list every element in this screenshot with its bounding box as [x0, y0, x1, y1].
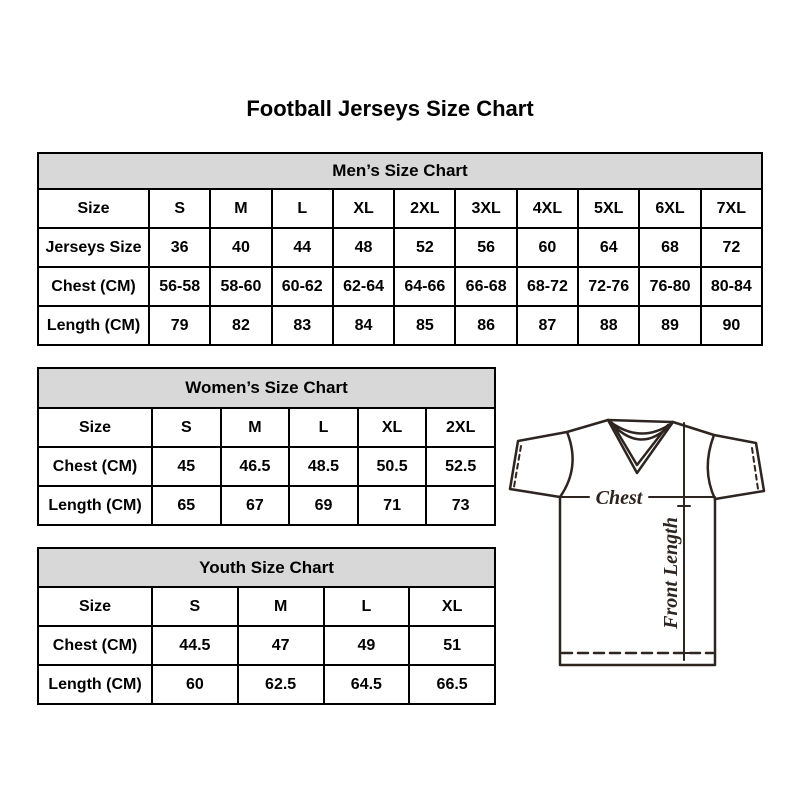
table-cell: L: [272, 189, 333, 228]
table-cell: L: [324, 587, 410, 626]
mens-table-title: Men’s Size Chart: [38, 153, 762, 189]
table-cell: XL: [333, 189, 394, 228]
table-cell: 44.5: [152, 626, 238, 665]
chest-label: Chest: [595, 487, 643, 509]
table-cell: 6XL: [639, 189, 700, 228]
table-cell: 65: [152, 486, 221, 525]
table-cell: 60: [152, 665, 238, 704]
table-row: [38, 228, 762, 267]
jersey-outline-shape: [510, 420, 764, 665]
row-label: Chest (CM): [38, 267, 149, 306]
row-label: Size: [38, 189, 149, 228]
table-cell: 46.5: [221, 447, 290, 486]
table-cell: 60: [517, 228, 578, 267]
front-length-label: Front Length: [660, 517, 682, 629]
table-cell: 48.5: [289, 447, 358, 486]
table-cell: 87: [517, 306, 578, 345]
table-cell: 72-76: [578, 267, 639, 306]
left-seam-curve: [560, 432, 573, 497]
row-label: Jerseys Size: [38, 228, 149, 267]
table-row: [38, 189, 762, 228]
table-cell: 36: [149, 228, 210, 267]
table-cell: 45: [152, 447, 221, 486]
table-cell: 51: [409, 626, 495, 665]
row-label: Chest (CM): [38, 626, 152, 665]
table-cell: 68: [639, 228, 700, 267]
table-row: [38, 447, 495, 486]
page-title: Football Jerseys Size Chart: [246, 96, 534, 121]
table-cell: 48: [333, 228, 394, 267]
table-cell: 83: [272, 306, 333, 345]
table-cell: 49: [324, 626, 410, 665]
table-cell: 44: [272, 228, 333, 267]
table-cell: 89: [639, 306, 700, 345]
table-cell: M: [221, 408, 290, 447]
table-cell: 67: [221, 486, 290, 525]
right-seam-curve: [708, 435, 715, 499]
youth-size-table: [37, 547, 496, 705]
womens-size-table: [37, 367, 496, 526]
table-cell: 86: [455, 306, 516, 345]
table-cell: 2XL: [394, 189, 455, 228]
table-row: [38, 408, 495, 447]
row-label: Length (CM): [38, 665, 152, 704]
table-row: [38, 587, 495, 626]
collar-top-line: [608, 420, 673, 422]
table-cell: 56-58: [149, 267, 210, 306]
table-cell: XL: [409, 587, 495, 626]
table-cell: 7XL: [701, 189, 762, 228]
table-cell: 66.5: [409, 665, 495, 704]
table-cell: 56: [455, 228, 516, 267]
table-cell: XL: [358, 408, 427, 447]
table-cell: M: [238, 587, 324, 626]
table-row: [38, 267, 762, 306]
table-cell: S: [152, 587, 238, 626]
table-cell: 85: [394, 306, 455, 345]
table-row: [38, 665, 495, 704]
table-cell: 52: [394, 228, 455, 267]
table-cell: 64: [578, 228, 639, 267]
table-cell: 80-84: [701, 267, 762, 306]
table-cell: S: [149, 189, 210, 228]
table-cell: 79: [149, 306, 210, 345]
table-cell: 2XL: [426, 408, 495, 447]
row-label: Chest (CM): [38, 447, 152, 486]
table-cell: L: [289, 408, 358, 447]
row-label: Size: [38, 408, 152, 447]
table-cell: 88: [578, 306, 639, 345]
table-cell: 3XL: [455, 189, 516, 228]
table-header-row: [38, 548, 495, 587]
womens-table-title: Women’s Size Chart: [38, 368, 495, 408]
jersey-diagram: [505, 405, 770, 680]
table-cell: 58-60: [210, 267, 271, 306]
table-cell: 60-62: [272, 267, 333, 306]
row-label: Length (CM): [38, 486, 152, 525]
table-cell: 50.5: [358, 447, 427, 486]
table-cell: 72: [701, 228, 762, 267]
table-header-row: [38, 153, 762, 189]
table-cell: 76-80: [639, 267, 700, 306]
table-cell: 4XL: [517, 189, 578, 228]
table-cell: M: [210, 189, 271, 228]
table-cell: 73: [426, 486, 495, 525]
table-cell: 84: [333, 306, 394, 345]
table-cell: 64-66: [394, 267, 455, 306]
table-cell: 82: [210, 306, 271, 345]
table-cell: 90: [701, 306, 762, 345]
table-cell: 68-72: [517, 267, 578, 306]
table-cell: 66-68: [455, 267, 516, 306]
youth-table-title: Youth Size Chart: [38, 548, 495, 587]
table-cell: 62-64: [333, 267, 394, 306]
table-cell: 40: [210, 228, 271, 267]
mens-size-table: [37, 152, 763, 346]
table-cell: 62.5: [238, 665, 324, 704]
row-label: Length (CM): [38, 306, 149, 345]
table-row: [38, 486, 495, 525]
table-cell: 5XL: [578, 189, 639, 228]
table-header-row: [38, 368, 495, 408]
table-cell: 71: [358, 486, 427, 525]
table-cell: 64.5: [324, 665, 410, 704]
table-cell: 47: [238, 626, 324, 665]
row-label: Size: [38, 587, 152, 626]
table-cell: 69: [289, 486, 358, 525]
table-cell: 52.5: [426, 447, 495, 486]
table-cell: S: [152, 408, 221, 447]
table-row: [38, 626, 495, 665]
table-row: [38, 306, 762, 345]
